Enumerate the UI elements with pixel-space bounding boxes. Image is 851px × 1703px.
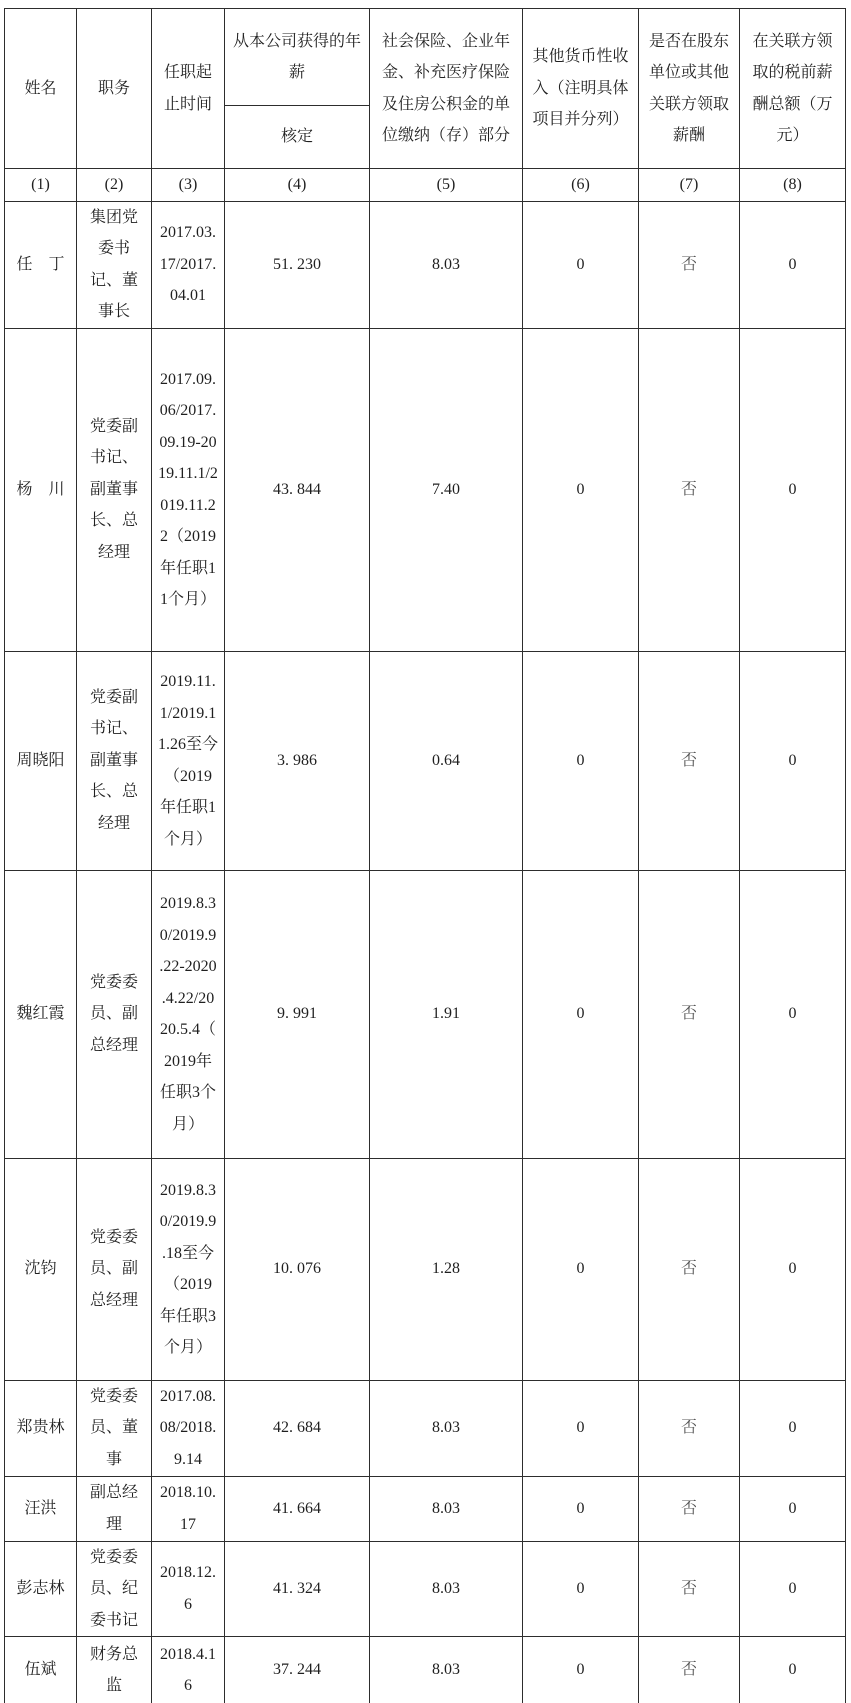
other-income-cell: 0 <box>523 201 639 328</box>
name-cell: 汪洪 <box>5 1476 77 1541</box>
table-row <box>5 651 846 870</box>
term-cell: 2019.11.1/2019.11.26至今（2019年任职1个月） <box>152 651 225 870</box>
term-cell: 2019.8.30/2019.9.18至今（2019年任职3个月） <box>152 1158 225 1380</box>
other-income-cell: 0 <box>523 1158 639 1380</box>
col-number: (1) <box>5 169 77 202</box>
related-party-cell: 否 <box>639 201 740 328</box>
related-party-cell: 否 <box>639 1476 740 1541</box>
other-income-cell: 0 <box>523 1637 639 1703</box>
position-cell: 党委委员、董事 <box>77 1380 152 1476</box>
table-row <box>5 1541 846 1637</box>
term-cell: 2017.08.08/2018.9.14 <box>152 1380 225 1476</box>
salary-cell: 43. 844 <box>225 328 370 651</box>
term-cell: 2017.09.06/2017.09.19-2019.11.1/2019.11.22（2019年任职11个月） <box>152 328 225 651</box>
header-other-income: 其他货币性收入（注明具体项目并分列） <box>523 9 639 169</box>
position-cell: 财务总监 <box>77 1637 152 1703</box>
other-income-cell: 0 <box>523 1476 639 1541</box>
col-number: (5) <box>370 169 523 202</box>
related-total-cell: 0 <box>740 328 846 651</box>
col-number: (3) <box>152 169 225 202</box>
name-cell: 郑贵林 <box>5 1380 77 1476</box>
col-number: (7) <box>639 169 740 202</box>
related-total-cell: 0 <box>740 1380 846 1476</box>
header-term: 任职起止时间 <box>152 9 225 169</box>
related-total-cell: 0 <box>740 651 846 870</box>
related-party-cell: 否 <box>639 1158 740 1380</box>
social-cell: 0.64 <box>370 651 523 870</box>
salary-cell: 10. 076 <box>225 1158 370 1380</box>
other-income-cell: 0 <box>523 1541 639 1637</box>
related-total-cell: 0 <box>740 1637 846 1703</box>
name-cell: 伍斌 <box>5 1637 77 1703</box>
name-cell: 杨 川 <box>5 328 77 651</box>
related-total-cell: 0 <box>740 201 846 328</box>
other-income-cell: 0 <box>523 328 639 651</box>
related-party-cell: 否 <box>639 328 740 651</box>
header-position: 职务 <box>77 9 152 169</box>
table-row <box>5 1637 846 1703</box>
other-income-cell: 0 <box>523 870 639 1158</box>
col-number: (6) <box>523 169 639 202</box>
header-salary-sub: 核定 <box>225 106 370 169</box>
table-row <box>5 328 846 651</box>
other-income-cell: 0 <box>523 1380 639 1476</box>
social-cell: 8.03 <box>370 1380 523 1476</box>
salary-cell: 51. 230 <box>225 201 370 328</box>
name-cell: 沈钧 <box>5 1158 77 1380</box>
table-row <box>5 201 846 328</box>
term-cell: 2018.12.6 <box>152 1541 225 1637</box>
social-cell: 8.03 <box>370 201 523 328</box>
table-row <box>5 1158 846 1380</box>
term-cell: 2017.03.17/2017.04.01 <box>152 201 225 328</box>
social-cell: 8.03 <box>370 1637 523 1703</box>
name-cell: 彭志林 <box>5 1541 77 1637</box>
position-cell: 副总经理 <box>77 1476 152 1541</box>
name-cell: 任 丁 <box>5 201 77 328</box>
related-party-cell: 否 <box>639 1541 740 1637</box>
col-number: (4) <box>225 169 370 202</box>
salary-cell: 9. 991 <box>225 870 370 1158</box>
name-cell: 魏红霞 <box>5 870 77 1158</box>
related-total-cell: 0 <box>740 870 846 1158</box>
social-cell: 1.91 <box>370 870 523 1158</box>
social-cell: 8.03 <box>370 1476 523 1541</box>
social-cell: 7.40 <box>370 328 523 651</box>
social-cell: 8.03 <box>370 1541 523 1637</box>
related-total-cell: 0 <box>740 1158 846 1380</box>
social-cell: 1.28 <box>370 1158 523 1380</box>
related-party-cell: 否 <box>639 1380 740 1476</box>
salary-cell: 42. 684 <box>225 1380 370 1476</box>
salary-cell: 37. 244 <box>225 1637 370 1703</box>
position-cell: 集团党委书记、董事长 <box>77 201 152 328</box>
compensation-table <box>4 8 846 1703</box>
salary-cell: 41. 664 <box>225 1476 370 1541</box>
term-cell: 2018.4.16 <box>152 1637 225 1703</box>
header-related-total: 在关联方领取的税前薪酬总额（万元） <box>740 9 846 169</box>
related-party-cell: 否 <box>639 651 740 870</box>
header-row <box>5 9 846 106</box>
header-related-party: 是否在股东单位或其他关联方领取薪酬 <box>639 9 740 169</box>
related-party-cell: 否 <box>639 870 740 1158</box>
other-income-cell: 0 <box>523 651 639 870</box>
table-row <box>5 1476 846 1541</box>
related-total-cell: 0 <box>740 1541 846 1637</box>
name-cell: 周晓阳 <box>5 651 77 870</box>
related-total-cell: 0 <box>740 1476 846 1541</box>
salary-cell: 3. 986 <box>225 651 370 870</box>
related-party-cell: 否 <box>639 1637 740 1703</box>
header-social: 社会保险、企业年金、补充医疗保险及住房公积金的单位缴纳（存）部分 <box>370 9 523 169</box>
header-salary-group: 从本公司获得的年薪 <box>225 9 370 106</box>
salary-cell: 41. 324 <box>225 1541 370 1637</box>
position-cell: 党委委员、副总经理 <box>77 870 152 1158</box>
col-number: (2) <box>77 169 152 202</box>
table-row <box>5 1380 846 1476</box>
term-cell: 2018.10.17 <box>152 1476 225 1541</box>
position-cell: 党委副书记、副董事长、总经理 <box>77 328 152 651</box>
header-name: 姓名 <box>5 9 77 169</box>
term-cell: 2019.8.30/2019.9.22-2020.4.22/2020.5.4（2019年任职3个月） <box>152 870 225 1158</box>
position-cell: 党委委员、副总经理 <box>77 1158 152 1380</box>
position-cell: 党委委员、纪委书记 <box>77 1541 152 1637</box>
table-row <box>5 870 846 1158</box>
column-number-row <box>5 169 846 202</box>
position-cell: 党委副书记、副董事长、总经理 <box>77 651 152 870</box>
col-number: (8) <box>740 169 846 202</box>
